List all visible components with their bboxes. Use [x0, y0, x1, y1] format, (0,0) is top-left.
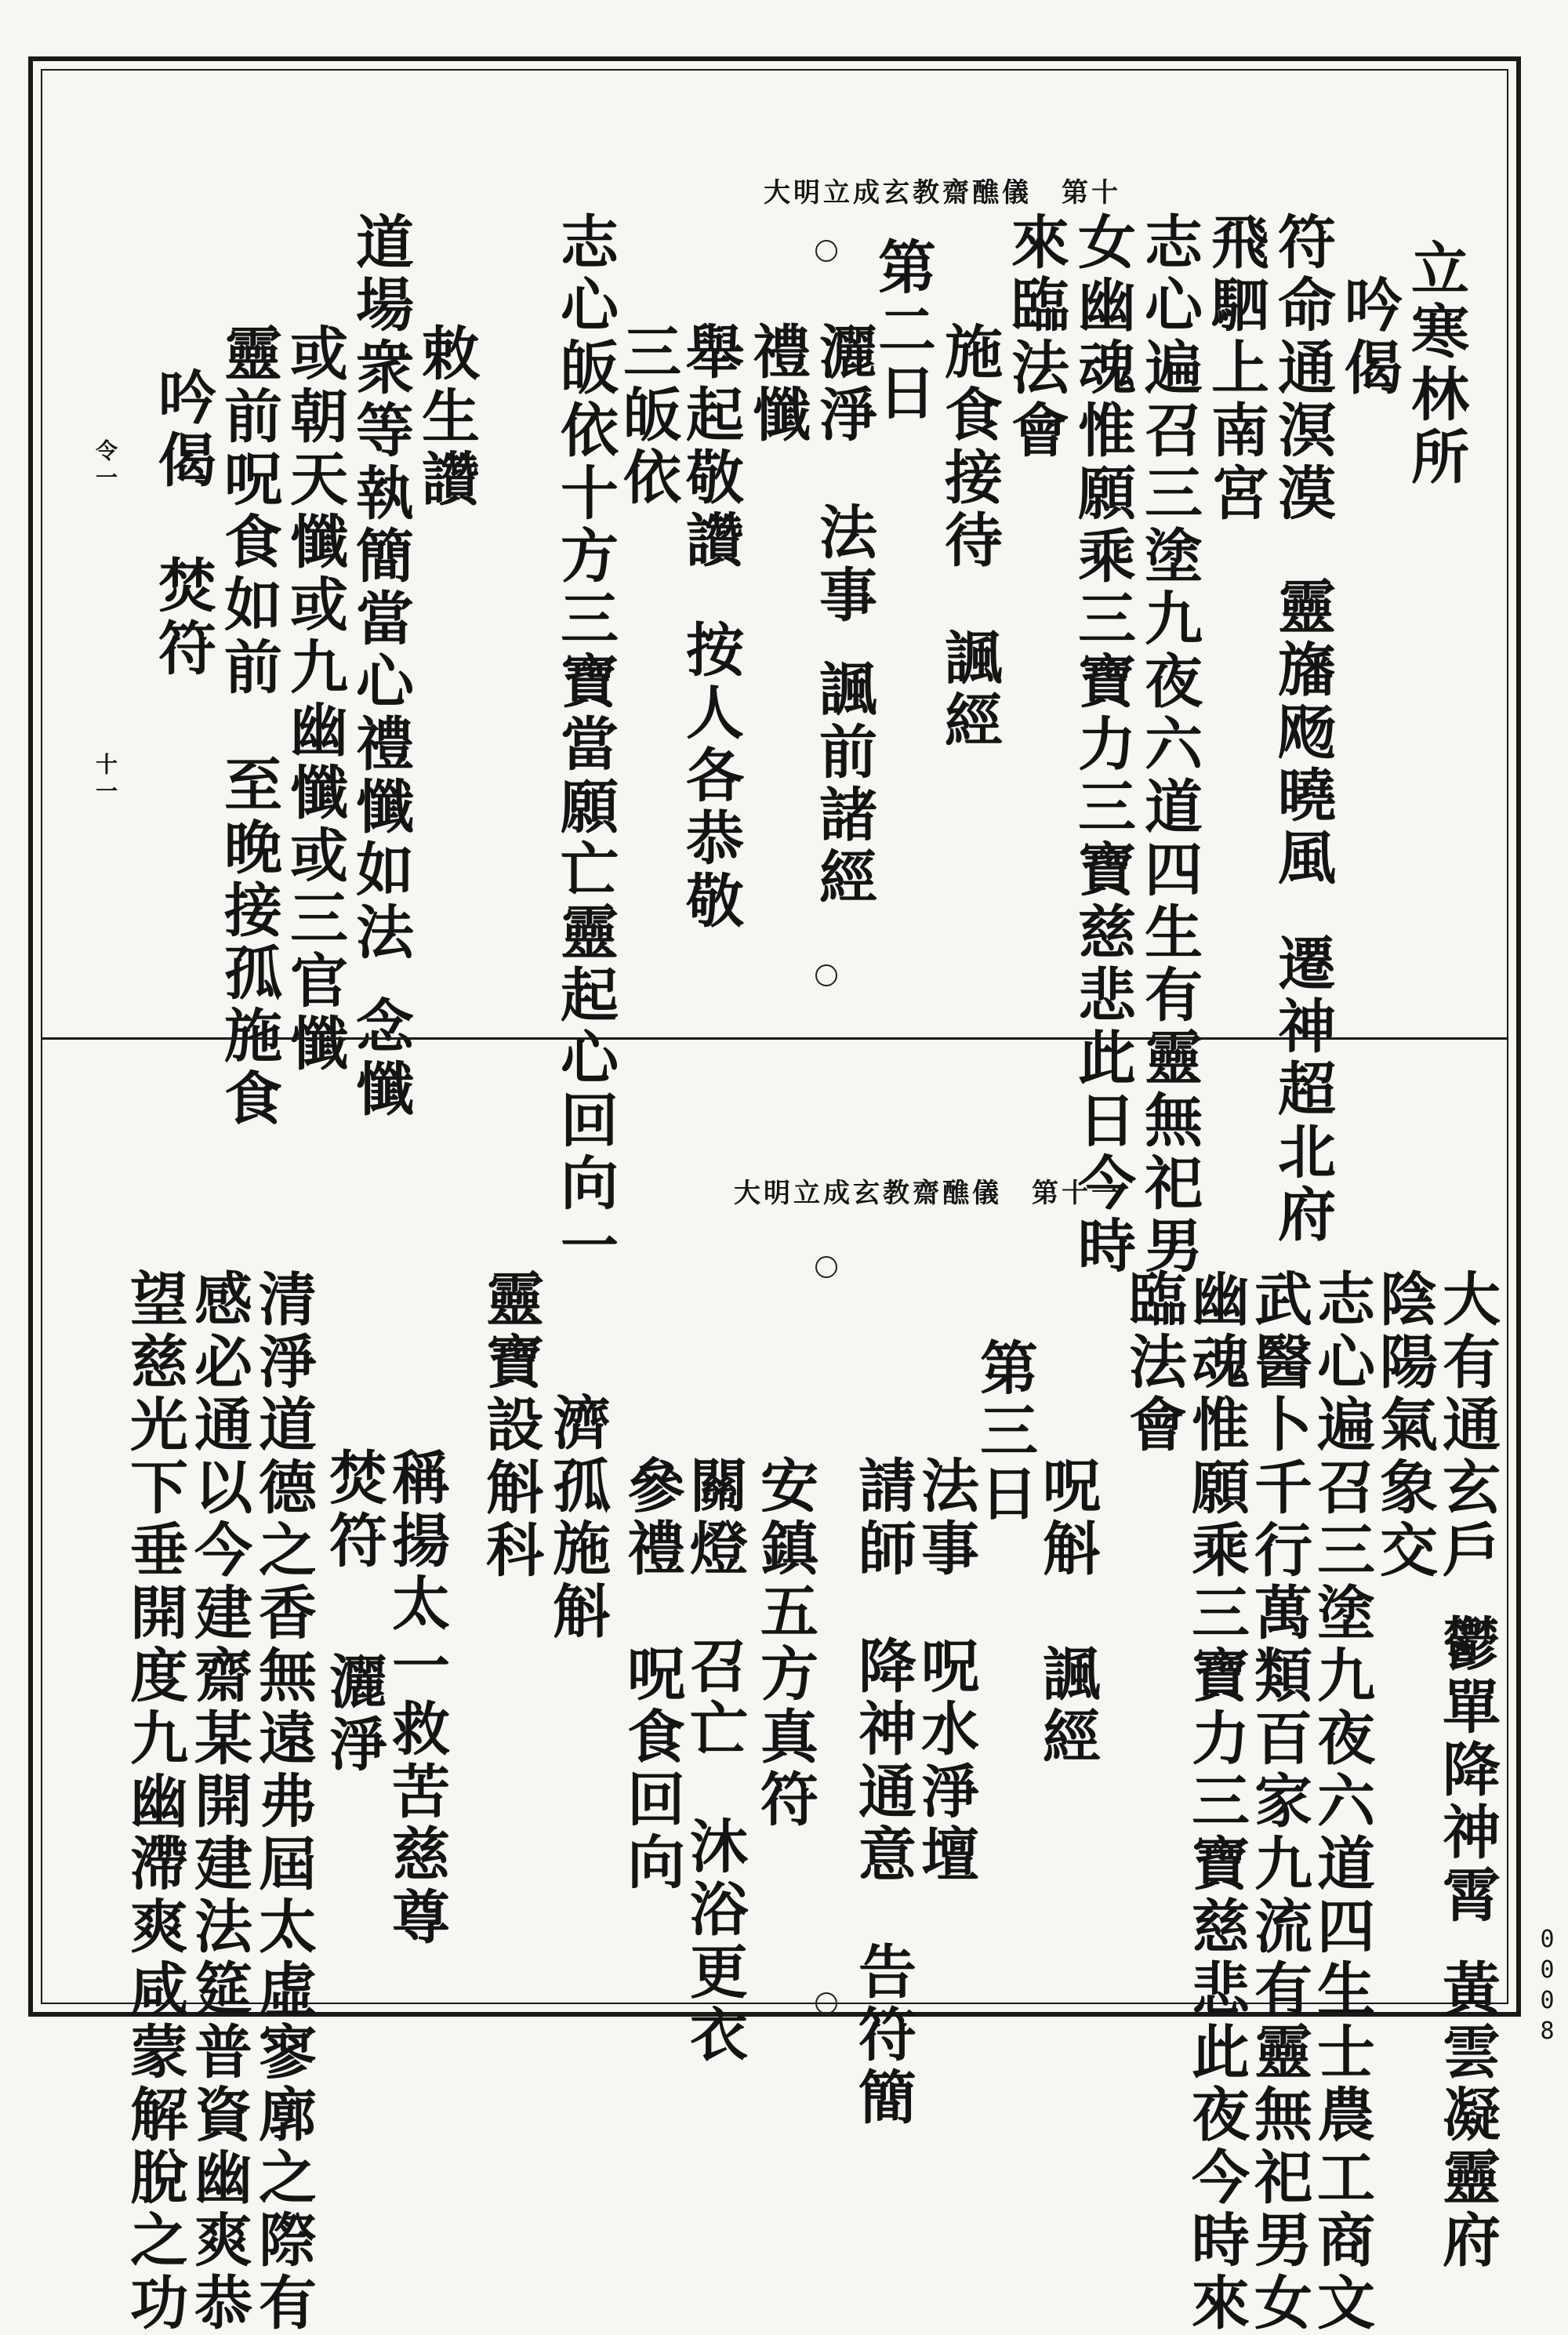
column-segment: 法事 [810, 502, 877, 627]
text-column [249, 1269, 317, 2335]
column-segment: 大有通玄戶 [1433, 1269, 1501, 1582]
column-segment: 請師 [849, 1455, 916, 1581]
text-column [215, 323, 282, 1131]
column-segment: 吟偈 [1335, 274, 1403, 400]
text-column [618, 1455, 685, 1894]
column-segment: 三皈依 [614, 321, 681, 510]
text-column [281, 323, 348, 1076]
column-segment: 吟偈 [149, 367, 216, 492]
column-segment: 臨法會 [1120, 1269, 1187, 1457]
text-column [383, 1447, 450, 1949]
column-segment: 呪食回向 [618, 1643, 685, 1894]
column-segment: 武醫卜千行萬類百家九流有靈無祀男女 [1245, 1269, 1312, 2335]
text-column [543, 1393, 611, 1643]
column-segment: 至晚接孤施食 [215, 754, 282, 1131]
column-segment: 灑淨 [320, 1651, 387, 1777]
column-segment: 關燈 [681, 1455, 748, 1581]
text-column [1433, 1269, 1501, 2272]
text-column [1308, 1269, 1375, 2335]
column-segment: 第二日 [869, 237, 936, 425]
column-segment: 靈寶設斛科 [477, 1269, 544, 1582]
text-column [1033, 1455, 1101, 1769]
column-segment: 遷神超北府 [1269, 933, 1336, 1247]
lower-page [42, 1040, 1507, 2335]
text-column [1202, 212, 1269, 525]
text-column [320, 1447, 387, 1777]
column-segment: 陰陽氣象交 [1370, 1269, 1438, 1582]
column-segment: 幽魂惟願乘三寶力三寶慈悲此夜今時來 [1182, 1269, 1250, 2335]
column-segment: 符命通溟漠 [1269, 212, 1336, 525]
text-column [971, 1338, 1038, 1526]
page-frame [28, 56, 1521, 2335]
text-column [677, 321, 744, 933]
text-column [149, 367, 216, 681]
column-segment: 參禮 [618, 1455, 685, 1581]
column-segment: 黃雲凝靈府 [1433, 1959, 1501, 2272]
text-column [869, 237, 936, 425]
circle-mark [815, 1256, 837, 1278]
column-segment: 按人各恭敬 [677, 619, 744, 933]
column-segment: 呪斛 [1033, 1455, 1101, 1581]
text-column [751, 1455, 818, 1832]
text-column [743, 321, 811, 447]
column-segment: 來臨法會 [1002, 212, 1069, 463]
column-segment: 施食接待 [935, 321, 1003, 572]
text-column [121, 1269, 188, 2335]
column-segment: 諷經 [935, 627, 1003, 753]
column-segment: 念懺 [347, 996, 414, 1121]
running-header: 大明立成玄教齋醮儀 第十 [764, 177, 1121, 209]
text-column [1245, 1269, 1312, 2335]
column-segment: 志心皈依十方三寶當願亡靈起心回向一 [551, 212, 619, 1278]
inner-border [41, 69, 1508, 2335]
circle-mark [815, 240, 837, 262]
column-segment: 立寒林所 [1402, 238, 1469, 489]
margin-note: 令一 [93, 439, 118, 492]
column-segment: 焚符 [320, 1447, 387, 1573]
text-column [1370, 1269, 1438, 1582]
column-segment: 飛駟上南宮 [1202, 212, 1269, 525]
column-segment: 舉起敬讚 [677, 321, 744, 572]
text-column [1120, 1269, 1187, 1457]
column-segment: 志心遍召三塗九夜六道四生士農工商文 [1308, 1269, 1375, 2335]
text-column [614, 321, 681, 510]
column-segment: 呪水淨壇 [912, 1636, 979, 1887]
column-segment: 法事 [912, 1455, 979, 1581]
column-segment: 稱揚太一救苦慈尊 [383, 1447, 450, 1949]
column-segment: 或朝天懺或九幽懺或三官懺 [281, 323, 348, 1076]
text-column [810, 321, 877, 910]
column-segment: 清淨道德之香無遠弗屆太虛寥廓之際有 [249, 1269, 317, 2335]
text-column [477, 1269, 544, 1582]
column-segment: 第三日 [971, 1338, 1038, 1526]
text-column [1002, 212, 1069, 463]
circle-mark [815, 1992, 837, 2014]
column-segment: 安鎮五方真符 [751, 1455, 818, 1832]
column-segment: 降神通意 [849, 1636, 916, 1887]
column-segment: 禮懺 [743, 321, 811, 447]
column-segment: 諷經 [1033, 1643, 1101, 1769]
column-segment: 望慈光下垂開度九幽滯爽咸蒙解脫之功 [121, 1269, 188, 2335]
column-segment: 女幽魂惟願乘三寶力三寶慈悲此日今時 [1069, 212, 1136, 1278]
text-column [681, 1455, 748, 2067]
column-segment: 靈前呪食如前 [215, 323, 282, 699]
text-column [347, 212, 414, 1121]
circle-mark [815, 964, 837, 986]
text-column [1335, 274, 1403, 400]
column-segment: 焚符 [149, 555, 216, 681]
page-number: 十一 [93, 753, 118, 806]
text-column [1402, 238, 1469, 489]
text-column [185, 1269, 252, 2335]
text-column [412, 323, 480, 511]
column-segment: 召亡 [681, 1636, 748, 1761]
column-segment: 志心遍召三塗九夜六道四生有靈無祀男 [1135, 212, 1203, 1278]
column-segment: 灑淨 [810, 321, 877, 447]
column-segment: 濟孤施斛 [543, 1393, 611, 1643]
column-segment: 敕生讚 [412, 323, 480, 511]
folio-number: 0008 [1534, 1926, 1561, 2048]
column-segment: 諷前諸經 [810, 659, 877, 910]
column-segment: 沐浴更衣 [681, 1816, 748, 2067]
text-column [935, 321, 1003, 753]
column-segment: 道場衆等執簡當心禮懺如法 [347, 212, 414, 964]
running-header: 大明立成玄教齋醮儀 第十一 [734, 1178, 1121, 1209]
column-segment: 告符簡 [849, 1941, 916, 2130]
text-column [1182, 1269, 1250, 2335]
column-segment: 感必通以今建齋某開建法筵普資幽爽恭 [185, 1269, 252, 2335]
column-segment: 靈旛飏曉風 [1269, 576, 1336, 890]
text-column [849, 1455, 916, 2130]
text-column [912, 1455, 979, 1887]
column-segment: 鬱單降神霄 [1433, 1614, 1501, 1927]
